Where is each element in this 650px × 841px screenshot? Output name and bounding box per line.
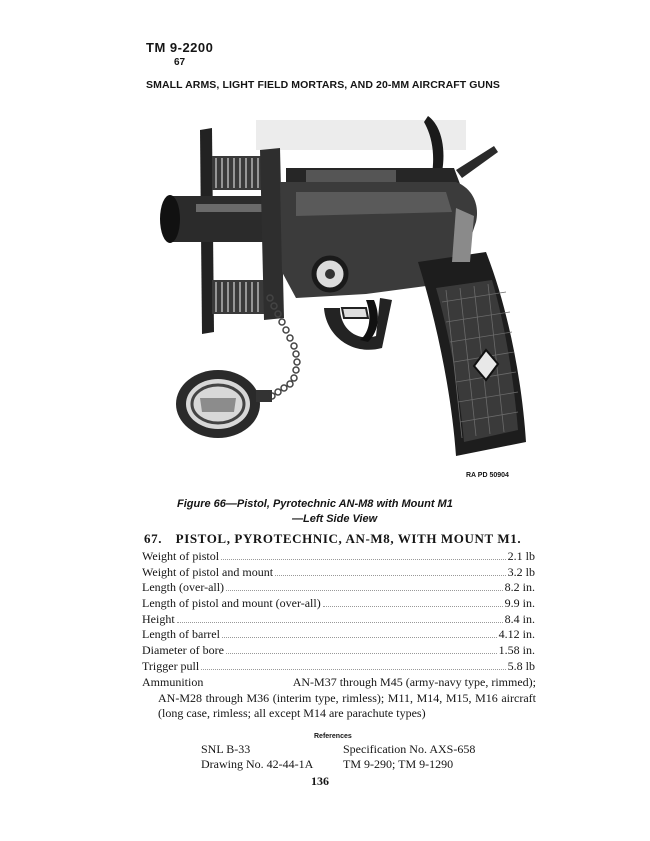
spec-row <box>142 612 535 628</box>
page-number: 136 <box>311 774 329 788</box>
spec-value: 4.12 in. <box>498 627 535 642</box>
reference-snl: SNL B-33 <box>201 742 251 756</box>
ammunition-label: Ammunition <box>142 675 204 689</box>
spec-value: 1.58 in. <box>498 643 535 658</box>
spec-row <box>142 580 535 596</box>
ammunition-types-line1: AN-M37 through M45 (army-navy type, rimmed); <box>292 675 536 689</box>
spec-value: 8.2 in. <box>504 580 535 595</box>
section-title: 67. PISTOL, PYROTECHNIC, AN-M8, WITH MOUNT M1. <box>144 531 522 546</box>
running-title: SMALL ARMS, LIGHT FIELD MORTARS, AND 20-MM AIRCRAFT GUNS <box>146 79 501 91</box>
ammunition-types-continued: AN-M28 through M36 (interim type, rimless); M11, M14, M15, M16 aircraft (long case, rimless; all except M14 are parachute types) <box>158 690 536 721</box>
spec-value: 5.8 lb <box>507 658 535 673</box>
spec-value: 3.2 lb <box>507 564 535 579</box>
dot-leader <box>222 637 497 638</box>
manual-number: TM 9-2200 <box>146 40 214 55</box>
spec-value: 9.9 in. <box>504 596 535 611</box>
spec-label: Weight of pistol and mount <box>142 564 274 579</box>
spec-label: Height <box>142 611 175 626</box>
spec-label: Trigger pull <box>142 658 200 673</box>
references-heading: References <box>314 733 352 740</box>
figure-caption-continued: —Left Side View <box>292 513 378 525</box>
ammunition-paragraph <box>142 675 536 722</box>
section-number: 67 <box>174 57 186 68</box>
dot-leader <box>201 669 505 670</box>
spec-label: Length of pistol and mount (over-all) <box>142 596 321 611</box>
spec-row <box>142 549 535 565</box>
spec-row <box>142 643 535 659</box>
spec-row <box>142 565 535 581</box>
spec-value: 2.1 lb <box>507 549 535 563</box>
dot-leader <box>226 590 503 591</box>
specifications-list <box>142 549 535 675</box>
spec-value: 8.4 in. <box>504 611 535 626</box>
spec-row <box>142 627 535 643</box>
dot-leader <box>177 622 503 623</box>
reference-technical-manuals: TM 9-290; TM 9-1290 <box>343 757 454 771</box>
figure-caption: Figure 66—Pistol, Pyrotechnic AN-M8 with Mount M1 <box>177 498 453 510</box>
ammunition-first-line <box>142 675 536 691</box>
dot-leader <box>221 559 506 560</box>
spec-label: Diameter of bore <box>142 643 224 658</box>
spec-label: Length of barrel <box>142 627 220 642</box>
pistol-photograph <box>156 112 536 468</box>
spec-label: Weight of pistol <box>142 549 220 563</box>
dot-leader <box>275 575 506 576</box>
plate-code: RA PD 50904 <box>466 472 509 479</box>
spec-row <box>142 596 535 612</box>
dot-leader <box>323 606 503 607</box>
reference-specification: Specification No. AXS-658 <box>343 742 476 756</box>
reference-drawing: Drawing No. 42-44-1A <box>201 757 314 771</box>
spec-label: Length (over-all) <box>142 580 225 595</box>
dot-leader <box>226 653 497 654</box>
spec-row <box>142 659 535 675</box>
